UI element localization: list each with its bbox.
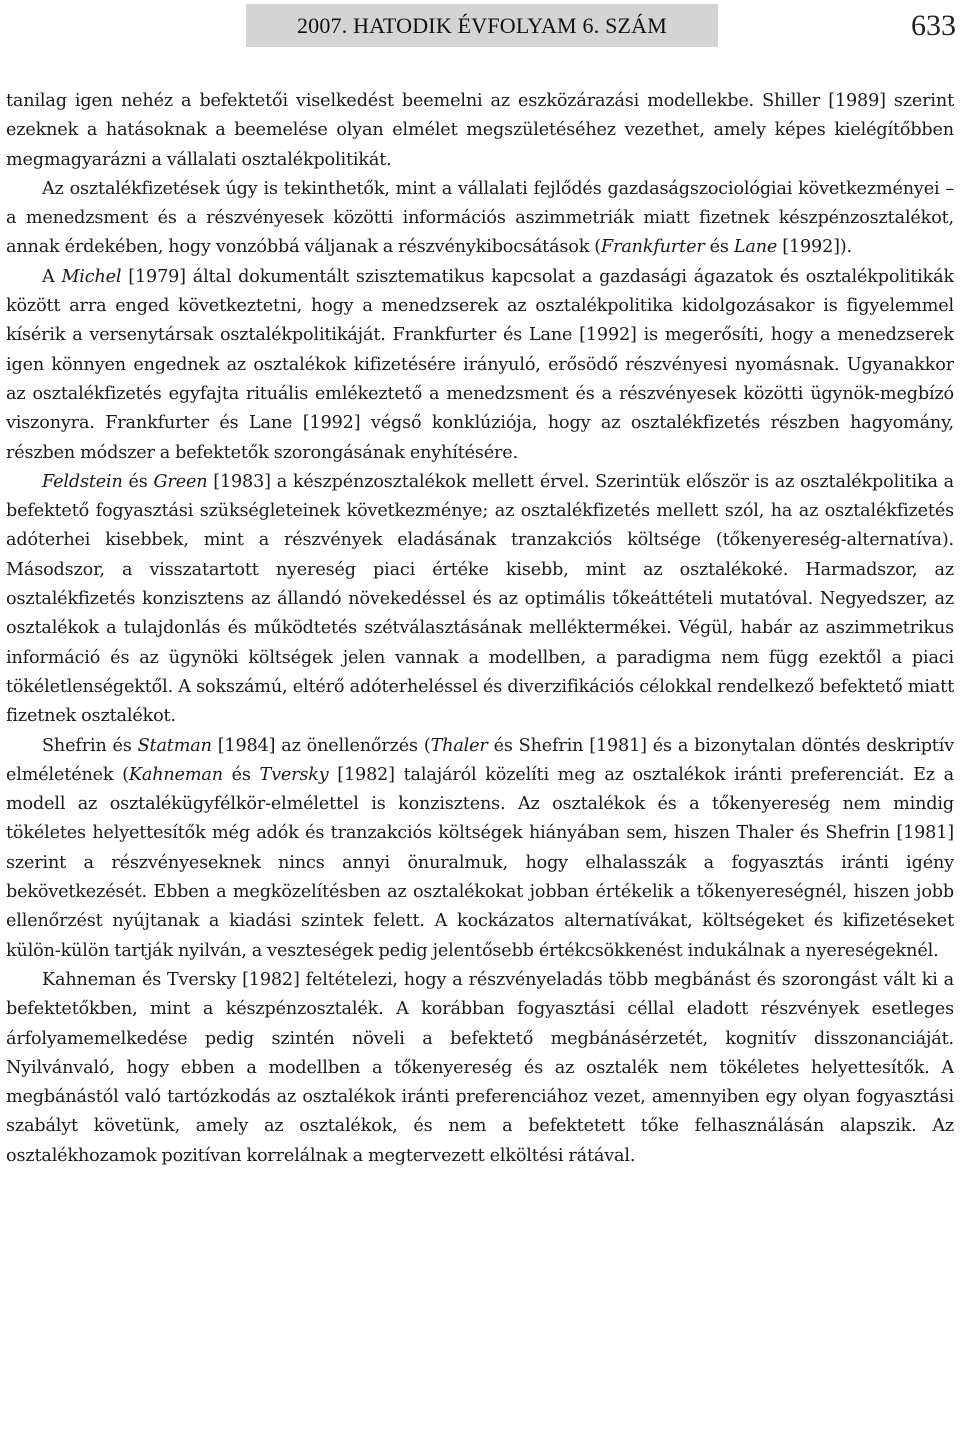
text-segment: tanilag igen nehéz a befektetői viselkedést beemelni az eszközárazási modellekbe. Shiller [1989] szerint ezeknek a hatásoknak a beemelése olyan elmélet megszületéséhez vezethet, amely képes kielégítőbben megmagyarázni a vállalati osztalékpolitikát.: [6, 91, 954, 170]
author-citation: Tversky: [259, 764, 329, 785]
paragraph: [6, 732, 954, 966]
page-number: 633: [911, 9, 956, 42]
text-segment: és: [704, 237, 734, 258]
author-citation: Michel: [61, 266, 122, 287]
text-segment: Az osztalékfizetések úgy is tekinthetők, mint a vállalati fejlődés gazdaságszociológiai következményei – a menedzsment és a részvényesek közötti információs aszimmetriák miatt fizetnek készpénzosztalékot, annak érdekében, hogy vonzóbbá váljanak a részvénykibocsátások (: [6, 178, 954, 258]
text-segment: és: [122, 471, 154, 492]
paragraph-continuation: [6, 87, 954, 175]
text-segment: [1983] a készpénzosztalékok mellett érvel. Szerintük először is az osztalékpolitika a befektető fogyasztási szükségleteinek következménye; az osztalékfizetés mellett szól, ha az osztalékfizetés adóterhei kisebbek, mint a részvények eladásának tranzakciós költsége (tőkenyereség-alternatíva). Másodszor, a visszatartott nyereség piaci értéke kisebb, mint az osztalékoké. Harmadszor, az osztalékfizetés konzisztens az állandó növekedéssel és az optimális tőkeáttételi mutatóval. Negyedszer, az osztalékok a tulajdonlás és működtetés szétválasztásának melléktermékei. Végül, habár az aszimmetrikus információ és az ügynöki költségek jelen vannak a modellben, a paradigma nem függ ezektől a piaci tökéletlenségektől. A sokszámú, eltérő adóterheléssel és diverzifikációs célokkal rendelkező befektető miatt fizetnek osztalékot.: [6, 471, 954, 727]
author-citation: Lane: [733, 237, 778, 258]
paragraph: [6, 966, 954, 1171]
text-segment: Shefrin és: [42, 735, 138, 756]
author-citation: Statman: [137, 735, 212, 756]
text-segment: Kahneman és Tversky [1982] feltételezi, hogy a részvényeladás több megbánást és szorongást vált ki a befektetőkben, mint a készpénzosztalék. A korábban fogyasztási céllal eladott részvények esetleges árfolyamemelkedése pedig szintén növeli a befektető megbánásérzetét, kognitív disszonanciáját. Nyilvánvaló, hogy ebben a modellben a tőkenyereség és az osztalék nem tökéletes helyettesítők. A megbánástól való tartózkodás az osztalékok iránti preferenciához vezet, amennyiben egy olyan fogyasztási szabályt követünk, amely az osztalékok, és nem a befektetett tőke felhasználásán alapszik. Az osztalékhozamok pozitívan korrelálnak a megtervezett elköltési rátával.: [6, 969, 954, 1166]
author-citation: Thaler: [430, 735, 488, 756]
author-citation: Kahneman: [128, 764, 223, 785]
author-citation: Feldstein: [42, 471, 123, 492]
text-segment: [1984] az önellenőrzés (: [211, 735, 431, 756]
author-citation: Frankfurter: [601, 237, 705, 258]
text-segment: A: [42, 266, 62, 287]
text-segment: [1982] talajáról közelíti meg az osztalékok iránti preferenciát. Ez a modell az osztalékügyfélkör-elmélettel is konzisztens. Az osztalékok és a tőkenyereség nem mindig tökéletes helyettesítők még adók és tranzakciós költségek hiányában sem, hiszen Thaler és Shefrin [1981] szerint a részvényeseknek nincs annyi önuralmuk, hogy elhalasszák a fogyasztás iránti igény bekövetkezését. Ebben a megközelítésben az osztalékokat jobban értékelik a tőkenyereségnél, hiszen jobb ellenőrzést nyújtanak a kiadási szintek felett. A kockázatos alternatívákat, költségeket és kifizetéseket külön-külön tartják nyilván, a veszteségek pedig jelentősebb értékcsökkenést indukálnak a nyereségeknél.: [6, 764, 954, 961]
article-body: [6, 87, 954, 1435]
text-segment: [1979] által dokumentált szisztematikus kapcsolat a gazdasági ágazatok és osztalékpolitikák között arra enged következtetni, hogy a menedzserek az osztalékpolitika kidolgozásakor is figyelemmel kísérik a versenytársak osztalékpolitikáját. Frankfurter és Lane [1992] is megerősíti, hogy a menedzserek igen könnyen engednek az osztalékok kifizetésére irányuló, erősödő részvényesi nyomásnak. Ugyanakkor az osztalékfizetés egyfajta rituális emlékeztető a menedzsment és a részvényesek közötti ügynök-megbízó viszonyra. Frankfurter és Lane [1992] végső konklúziója, hogy az osztalékfizetés részben hagyomány, részben módszer a befektetők szorongásának enyhítésére.: [6, 266, 954, 463]
text-segment: és: [222, 764, 260, 785]
paragraph: [6, 468, 954, 732]
journal-issue-title: 2007. HATODIK ÉVFOLYAM 6. SZÁM: [296, 12, 668, 38]
paragraph: [6, 175, 954, 263]
text-segment: és Shefrin [1981] és a bizonytalan döntés deskriptív elméletének (: [6, 735, 954, 785]
text-segment: [1992]).: [777, 237, 852, 258]
paragraph: [6, 263, 954, 468]
author-citation: Green: [153, 471, 208, 492]
running-header: [246, 4, 718, 47]
